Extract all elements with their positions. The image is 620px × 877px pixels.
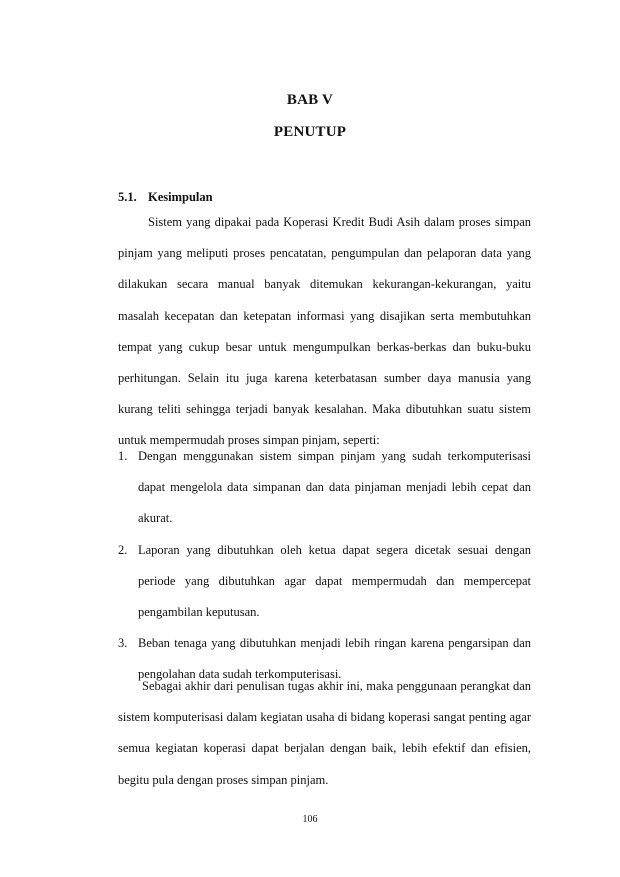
paragraph-conclusion xyxy=(118,214,531,464)
paragraph-line: Sebagai akhir dari penulisan tugas akhir ini, maka penggunaan perangkat dan xyxy=(142,679,531,693)
list-item-line: periode yang dibutuhkan agar dapat mempermudah dan mempercepat xyxy=(138,573,531,588)
list-marker: 1. xyxy=(118,449,128,463)
paragraph-line: tempat yang cukup besar untuk mengumpulkan berkas-berkas dan buku-buku xyxy=(118,339,531,354)
list-item-line: pengambilan keputusan. xyxy=(138,604,260,619)
page-number: 106 xyxy=(302,814,318,825)
list-item-line: akurat. xyxy=(138,511,173,526)
paragraph-closing xyxy=(118,678,531,803)
list-item-line: Dengan menggunakan sistem simpan pinjam yang sudah terkomputerisasi xyxy=(138,449,531,463)
paragraph-line: pinjam yang meliputi proses pencatatan, pengumpulan dan pelaporan data yang xyxy=(118,246,531,261)
list-item-line: Laporan yang dibutuhkan oleh ketua dapat segera dicetak sesuai dengan xyxy=(138,542,531,557)
list-item xyxy=(118,542,531,636)
list-marker: 3. xyxy=(118,636,128,651)
paragraph-line: kurang teliti sehingga terjadi banyak kesalahan. Maka dibutuhkan suatu sistem xyxy=(118,402,531,417)
numbered-list xyxy=(118,448,531,698)
list-item-line: pengolahan data sudah terkomputerisasi. xyxy=(138,667,342,682)
list-item xyxy=(118,448,531,542)
paragraph-line: untuk mempermudah proses simpan pinjam, seperti: xyxy=(118,433,380,448)
chapter-title: PENUTUP xyxy=(273,124,347,140)
paragraph-line: begitu pula dengan proses simpan pinjam. xyxy=(118,772,329,787)
paragraph-line: dilakukan secara manual banyak ditemukan kekurangan-kekurangan, yaitu xyxy=(118,277,531,292)
section-heading xyxy=(118,190,213,205)
paragraph-line: masalah kecepatan dan ketepatan informasi yang disajikan serta membutuhkan xyxy=(118,308,531,323)
paragraph-line: semua kegiatan koperasi dapat berjalan dengan baik, lebih efektif dan efisien, xyxy=(118,741,531,756)
list-marker: 2. xyxy=(118,542,128,557)
paragraph-line: perhitungan. Selain itu juga karena keterbatasan sumber daya manusia yang xyxy=(118,370,531,385)
paragraph-line: sistem komputerisasi dalam kegiatan usaha di bidang koperasi sangat penting agar xyxy=(118,710,531,725)
section-number: 5.1. xyxy=(118,190,137,204)
section-title: Kesimpulan xyxy=(148,190,213,204)
paragraph-line: Sistem yang dipakai pada Koperasi Kredit Budi Asih dalam proses simpan xyxy=(148,215,531,229)
chapter-number: BAB V xyxy=(286,92,334,108)
list-item-line: dapat mengelola data simpanan dan data pinjaman menjadi lebih cepat dan xyxy=(138,480,531,495)
list-item-line: Beban tenaga yang dibutuhkan menjadi lebih ringan karena pengarsipan dan xyxy=(138,636,531,651)
